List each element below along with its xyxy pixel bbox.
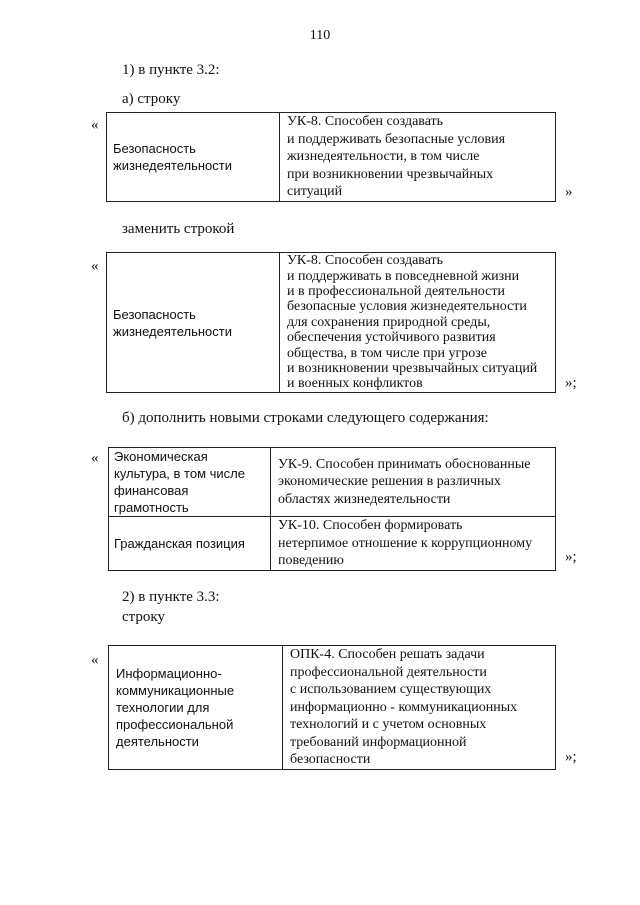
open-quote: «: [91, 258, 99, 274]
cell-line: экономические решения в различных: [278, 474, 501, 490]
close-quote-semicolon: »;: [565, 749, 577, 765]
table-cell-description: [271, 517, 556, 571]
cell-line: Экономическая: [114, 449, 208, 464]
table-cell-label: [109, 646, 283, 770]
table-cell-label: [107, 113, 280, 202]
cell-line: и военных конфликтов: [287, 376, 423, 392]
cell-line: жизнедеятельности: [113, 158, 232, 173]
cell-line: Безопасность: [113, 306, 196, 322]
cell-line: Безопасность: [113, 141, 196, 156]
table-cell-label: [109, 448, 271, 517]
cell-line: требований информационной: [290, 734, 467, 750]
cell-line: для сохранения природной среды,: [287, 314, 491, 330]
cell-line: и поддерживать безопасные условия: [287, 131, 506, 147]
cell-line: Гражданская позиция: [114, 535, 245, 551]
item-1-heading: 1) в пункте 3.2:: [122, 62, 220, 78]
item-1a-heading: а) строку: [122, 91, 181, 107]
close-quote: »: [565, 184, 573, 200]
cell-line: и в профессиональной деятельности: [287, 283, 505, 299]
cell-line: УК-8. Способен создавать: [287, 253, 444, 269]
cell-line: культура, в том числе: [114, 466, 245, 481]
cell-line: безопасности: [290, 752, 371, 767]
cell-line: профессиональной: [116, 716, 234, 732]
cell-line: жизнедеятельности, в том числе: [287, 149, 480, 165]
table-uk8-new: [106, 252, 556, 393]
table-opk4: [108, 645, 556, 770]
cell-line: профессиональной деятельности: [290, 664, 487, 680]
cell-line: нетерпимое отношение к коррупционному: [278, 535, 533, 551]
cell-line: обеспечения устойчивого развития: [287, 330, 496, 346]
open-quote: «: [91, 450, 99, 466]
cell-line: грамотность: [114, 500, 189, 515]
table-cell-label: [109, 517, 271, 571]
cell-line: областях жизнедеятельности: [278, 491, 451, 507]
cell-line: коммуникационные: [116, 682, 235, 698]
cell-line: с использованием существующих: [290, 682, 492, 697]
cell-line: ОПК-4. Способен решать задачи: [290, 647, 485, 662]
table-cell-description: [283, 646, 556, 770]
table-cell-description: [280, 113, 556, 202]
close-quote-semicolon: »;: [565, 549, 577, 565]
cell-line: жизнедеятельности: [113, 323, 232, 339]
cell-line: УК-8. Способен создавать: [287, 114, 444, 130]
cell-line: безопасные условия жизнедеятельности: [287, 299, 527, 315]
item-2-heading: 2) в пункте 3.3:: [122, 589, 220, 605]
page-number: 110: [309, 28, 331, 43]
table-cell-description: [271, 448, 556, 517]
table-uk9-uk10: [108, 447, 556, 571]
cell-line: деятельности: [116, 733, 199, 749]
cell-line: УК-9. Способен принимать обоснованные: [278, 456, 531, 472]
cell-line: Информационно-: [116, 665, 222, 681]
cell-line: УК-10. Способен формировать: [278, 518, 463, 533]
table-cell-label: [107, 253, 280, 393]
replace-with-text: заменить строкой: [122, 221, 235, 237]
cell-line: поведению: [278, 553, 344, 568]
table-uk8-original: [106, 112, 556, 202]
item-2-row-text: строку: [122, 609, 165, 625]
cell-line: при возникновении чрезвычайных: [287, 166, 494, 182]
open-quote: «: [91, 652, 99, 668]
cell-line: и поддерживать в повседневной жизни: [287, 268, 520, 284]
cell-line: и возникновении чрезвычайных ситуаций: [287, 361, 538, 377]
table-cell-description: [280, 253, 556, 393]
cell-line: общества, в том числе при угрозе: [287, 345, 487, 361]
item-1b-heading: б) дополнить новыми строками следующего содержания:: [122, 410, 489, 426]
cell-line: финансовая: [114, 483, 189, 498]
cell-line: технологий и с учетом основных: [290, 717, 487, 732]
cell-line: технологии для: [116, 699, 210, 715]
cell-line: информационно - коммуникационных: [290, 699, 518, 715]
open-quote: «: [91, 117, 99, 133]
cell-line: ситуаций: [287, 184, 343, 200]
close-quote-semicolon: »;: [565, 375, 577, 391]
